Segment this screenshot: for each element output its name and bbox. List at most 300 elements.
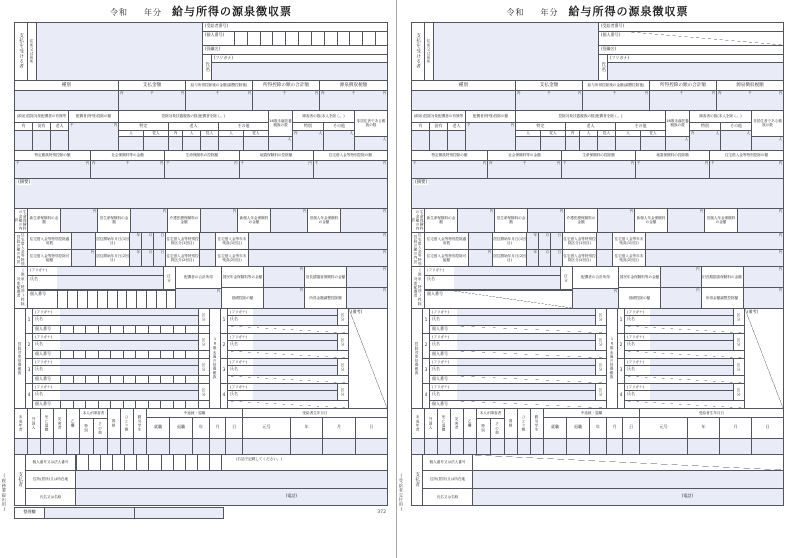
new-pension-field (271, 209, 308, 232)
u16-furigana-label: (フリガナ) (627, 384, 644, 389)
name-label: 氏名 (599, 55, 608, 80)
form-title (411, 6, 784, 19)
unit-ju-person: 従人 (201, 131, 219, 136)
month-label: 月 (607, 418, 624, 438)
personal-number-label: (個人番号) (205, 31, 225, 37)
diagonal-strike (625, 350, 744, 358)
kiso-label: 基礎控除の額 (222, 288, 264, 308)
payer-name-label: 氏名又は名称 (26, 489, 76, 505)
phone-label: (電話) (681, 492, 693, 498)
dep-furigana-field (60, 384, 198, 390)
address-field (37, 23, 203, 80)
dep-furigana-label: (フリガナ) (432, 359, 449, 364)
furigana-label: (フリガナ) (212, 55, 387, 63)
unit-yen: 円 (382, 208, 386, 213)
dependents-count-header: 控除対象扶養親族の数(配偶者を除く。) (516, 111, 665, 123)
old-life-field (131, 209, 168, 232)
unit-person: 人 (318, 130, 322, 135)
dep-pn-area (457, 376, 606, 383)
flag-disabled-group (477, 409, 505, 454)
tokutei-label: 特定 (516, 123, 566, 130)
u16-kubun-label: 区分 (341, 387, 346, 396)
unit-ju-person: 従人 (598, 131, 616, 136)
payer-number-row (423, 455, 783, 471)
unit-thousand: 千 (16, 160, 20, 165)
unit-yen: 円 (113, 122, 117, 127)
seiri-row (14, 507, 388, 521)
payer-section-label: 支払者 (15, 455, 26, 505)
unit-yen: 円 (162, 208, 166, 213)
unit-person: 人 (382, 136, 386, 141)
payer-number-label: 個人番号又は法人番号 (26, 455, 76, 470)
spouse-furigana-label: (フリガナ) (427, 267, 444, 272)
flag-field (15, 439, 27, 454)
quake-insurance-header: 地震保険料の控除額 (240, 151, 314, 160)
gengo-label: 元号 (640, 418, 688, 438)
unit-person: 人 (287, 136, 291, 141)
hired-field (544, 439, 567, 454)
flag-field (425, 439, 437, 454)
form-title (14, 6, 388, 19)
biko-column (349, 309, 387, 408)
recipient-section-label: 支払を受ける者 (15, 23, 28, 80)
payer-number-boxes-area (76, 455, 232, 470)
u16-furigana-label: (フリガナ) (230, 359, 247, 364)
u16-name-label: 氏名 (230, 340, 238, 346)
unit-yen: 円 (382, 160, 386, 165)
dep-furigana-label: (フリガナ) (35, 359, 52, 364)
spouse-deduction-group (466, 111, 516, 150)
after-deduction-field (186, 91, 253, 110)
withholding-slip-copy (396, 0, 792, 558)
unit-thousand: 千 (150, 90, 154, 95)
unit-yen: 円 (559, 208, 563, 213)
unit-thousand: 千 (748, 90, 752, 95)
payment-amount-header: 支払金額 (119, 81, 186, 90)
unit-inner: 内 (92, 160, 96, 165)
housing-balance2-label: 住宅借入金等年末残高(2回目) (216, 250, 249, 266)
name-field (212, 63, 387, 80)
dep-kubun-label: 区分 (202, 337, 207, 346)
type-field (412, 91, 516, 110)
dep-kubun-label: 区分 (202, 312, 207, 321)
dep-pn-area (457, 401, 606, 408)
dep-furigana-label: (フリガナ) (35, 309, 52, 314)
row-number: 3 (423, 359, 430, 383)
dep-furigana-field (457, 359, 595, 365)
remarks-label: (摘要) (415, 179, 428, 185)
flag-working-student-label: 勤労学生 (531, 409, 543, 439)
main-title: 給与所得の源泉徴収票 (172, 5, 292, 18)
total-deductions-field (650, 91, 717, 110)
u16-furigana-field (650, 384, 733, 390)
address-label: 住所又は居所 (425, 23, 434, 80)
has-ju-label: 従有 (430, 123, 448, 130)
remarks-label: (摘要) (18, 179, 31, 185)
under16-count-group (666, 111, 690, 150)
unit-thousand: 千 (351, 90, 356, 95)
flag-disabled-special-label: 特別 (477, 419, 491, 438)
residence-date2-d (551, 250, 563, 266)
dep-furigana-label: (フリガナ) (432, 309, 449, 314)
flag-disabled-group (80, 409, 108, 454)
unit-day: 日 (557, 232, 561, 237)
u16-furigana-field (253, 334, 337, 340)
phone-label: (電話) (285, 492, 297, 498)
row-number: 3 (618, 359, 625, 383)
birthdate-group (243, 409, 387, 454)
count-field (144, 137, 169, 150)
disabled-field (721, 131, 751, 150)
unit-yen: 円 (613, 288, 617, 293)
withholding-tax-header: 源泉徴収税額 (736, 82, 764, 88)
flag-death-label: 死亡退職 (41, 409, 53, 439)
u16-furigana-label: (フリガナ) (230, 384, 247, 389)
payer-address-field (76, 471, 387, 488)
birthdate-group (640, 409, 783, 454)
u16-kubun-label: 区分 (737, 312, 742, 321)
flags-block (412, 409, 783, 455)
unit-person: 人 (715, 130, 719, 135)
unit-inner: 内 (169, 131, 183, 136)
unit-thousand: 千 (314, 160, 319, 165)
unit-yen: 円 (482, 160, 486, 165)
nonresident-count-group (355, 111, 387, 150)
chosei-field (744, 288, 784, 308)
corporate-number-boxes (76, 455, 233, 470)
personal-number-strike (457, 401, 606, 408)
count-field (566, 137, 580, 150)
type-header: 種別 (15, 81, 119, 90)
kyuchoki-label: 旧長期損害保険料の金額 (702, 267, 744, 287)
dep-pn-area (60, 401, 209, 408)
address-field (434, 23, 599, 80)
old-life-label: 旧生命保険料の金額 (98, 209, 131, 232)
flag-field (134, 439, 146, 454)
spouse-income-group (176, 267, 222, 308)
life-detail-section-label: 生命保険料の金額の内訳 (15, 209, 28, 231)
u16-name-label: 氏名 (230, 315, 238, 321)
life-insurance-field (562, 161, 636, 178)
unit-yen: 円 (696, 287, 700, 292)
dep-pn-label: 個人番号 (432, 375, 448, 381)
mynumber-boxes (60, 401, 210, 408)
social-insurance-field (91, 161, 165, 178)
remarks-block (15, 179, 387, 209)
payer-number-label: 個人番号又は法人番号 (423, 455, 473, 470)
unit-yen: 円 (216, 288, 220, 293)
spouse-kubun-label: 区分 (564, 273, 569, 282)
dep-pn-area (60, 376, 209, 383)
count-field (598, 137, 616, 150)
housing-apply-count-label: 住宅借入金等特別控除適用数 (425, 233, 469, 249)
name-label: 氏名 (203, 55, 212, 80)
personal-number-strike (630, 32, 783, 45)
tokutei-shinzoku-field (15, 161, 91, 178)
amounts-header-row (412, 81, 783, 91)
payer-block (412, 455, 783, 505)
flag-field (531, 439, 543, 454)
dep-name-label: 氏名 (432, 365, 440, 371)
housing-balance2-field (249, 250, 387, 266)
kiso-field (661, 288, 702, 308)
remarks-field (15, 179, 387, 208)
u16-name-label: 氏名 (627, 315, 635, 321)
unit-yen: 円 (629, 208, 633, 213)
flag-field (412, 439, 424, 454)
counts-block (412, 111, 783, 151)
spouse-furigana-label: (フリガナ) (30, 267, 47, 272)
disabled-field (293, 131, 324, 150)
after-deduction-header: 給与所得控除後の金額(調整控除後) (583, 81, 650, 90)
amounts-value-row (15, 91, 387, 111)
unit-thousand: 千 (679, 90, 683, 95)
housing-kubun1-field (597, 233, 613, 249)
tokutei-label: 特定 (119, 123, 169, 130)
unit-person: 人 (516, 131, 541, 136)
u16-furigana-field (650, 309, 733, 315)
unit-yen: 円 (778, 249, 782, 254)
residence-date1-label: 居住開始年月日(1回目) (96, 233, 130, 249)
flag-minor-label: 未成年者 (15, 409, 27, 439)
month-field (210, 439, 227, 454)
dep-furigana-field (60, 334, 198, 340)
spouse-kubun-label: 区分 (167, 273, 172, 282)
flag-foreigner-label: 外国人 (425, 409, 437, 439)
flag-field (451, 439, 463, 454)
dep-pn-area (60, 326, 209, 333)
u16-furigana-field (253, 359, 337, 365)
day-field (356, 439, 387, 454)
year-field (193, 439, 210, 454)
spouse-presence-header: (源泉)控除対象配偶者の有無等 (412, 111, 465, 123)
recipient-header-block (412, 23, 783, 81)
row-number: 1 (26, 309, 33, 333)
u16-name-label: 氏名 (230, 390, 238, 396)
birthdate-header: 受給者生年月日 (640, 409, 783, 418)
form-number: 372 (377, 509, 386, 515)
u16-name-label: 氏名 (230, 365, 238, 371)
unit-ju-person: 従人 (252, 131, 260, 136)
dependents-section-label: 控除対象扶養親族 (15, 309, 26, 408)
tokutei-shinzoku-header: 特定親族特別控除の額 (412, 151, 488, 160)
flag-field (477, 439, 491, 454)
chosei-label: 所得金額調整控除額 (305, 288, 347, 308)
kokumin-field (661, 267, 702, 287)
total-deductions-header: 所得控除の額の合計額 (253, 81, 320, 90)
unit-year: 年 (136, 232, 140, 237)
flag-death-label: 死亡退職 (438, 409, 450, 439)
has-label: 有 (412, 123, 430, 130)
rojin-label: 老人 (566, 123, 616, 130)
unit-yen: 円 (382, 266, 386, 271)
unit-yen: 円 (159, 160, 164, 165)
u16-kubun-label: 区分 (737, 387, 742, 396)
dep-pn-area (457, 326, 606, 333)
under16-count-header: 16歳未満扶養親族の数 (666, 111, 689, 137)
residence-date2-label: 居住開始年月日(2回目) (96, 250, 130, 266)
unit-thousand: 千 (637, 160, 641, 165)
nonresident-count-header: 非居住者である親族の数 (355, 111, 387, 137)
under16-count-field (666, 137, 689, 150)
u16-furigana-label: (フリガナ) (627, 334, 644, 339)
payer-block (15, 455, 387, 505)
under16-count-header: 16歳未満扶養親族の数 (269, 111, 292, 137)
housing-kubun2-field (200, 250, 216, 266)
housing-apply-count-field (72, 233, 96, 249)
recipient-number-label: (受給者番号) (599, 23, 783, 32)
has-ju-field (33, 131, 51, 150)
form-body (411, 22, 784, 506)
spouse-right-grid (222, 267, 387, 308)
spouse-detail-block (15, 267, 387, 309)
mynumber-boxes (60, 326, 209, 333)
name-field (608, 63, 783, 80)
u16-furigana-label: (フリガナ) (230, 334, 247, 339)
tokubetsu-label: 特別 (690, 123, 721, 130)
unit-yen: 円 (778, 160, 782, 165)
under16-row (221, 309, 348, 334)
dependent-row (423, 309, 606, 334)
flag-otsu-label: 乙欄 (67, 409, 79, 439)
unit-yen: 円 (778, 266, 782, 271)
care-medical-label: 介護医療保険料の金額 (168, 209, 201, 232)
unit-month: 月 (148, 232, 152, 237)
personal-number-area (234, 32, 387, 45)
life-detail-block (412, 209, 783, 233)
kiso-field (264, 288, 305, 308)
u16-name-label: 氏名 (627, 340, 635, 346)
dep-name-label: 氏名 (432, 390, 440, 396)
dep-pn-label: 個人番号 (35, 350, 51, 356)
flag-field (518, 439, 530, 454)
unit-inner: 内 (489, 160, 493, 165)
new-life-field (458, 209, 495, 232)
residence-date1-y (130, 233, 142, 249)
disabled-field (324, 131, 354, 150)
unit-yen: 円 (234, 160, 238, 165)
under16-section-label: 16歳未満の扶養親族 (210, 309, 221, 408)
social-insurance-field (488, 161, 562, 178)
housing-detail-block (412, 233, 783, 267)
dep-name-field (60, 391, 198, 400)
payment-amount-field (119, 91, 186, 110)
housing-possible-label: 住宅借入金等特別控除可能額 (28, 250, 72, 266)
u16-furigana-field (650, 334, 733, 340)
quake-insurance-field (240, 161, 314, 178)
unit-yen: 円 (704, 160, 708, 165)
dependent-row (26, 309, 209, 334)
disabled-field (690, 131, 721, 150)
spouse-name-field (57, 276, 163, 289)
row-number: 2 (423, 334, 430, 358)
u16-name-label: 氏名 (627, 365, 635, 371)
address-label: 住所又は居所 (28, 23, 37, 80)
payer-name-row (26, 489, 387, 505)
year-label: 年 (590, 418, 607, 438)
personal-number-strike (457, 376, 606, 383)
social-insurance-header: 社会保険料等の金額 (91, 151, 165, 160)
month-label: 月 (323, 418, 355, 438)
flag-widow-label: 寡婦 (505, 409, 517, 439)
gengo-label: 元号 (243, 418, 291, 438)
unit-yen: 円 (630, 160, 634, 165)
unit-thousand: 千 (70, 122, 74, 127)
housing-deduction-header: 住宅借入金等特別控除の額 (724, 153, 769, 158)
spouse-deduction-field (466, 123, 515, 150)
payer-name-field (473, 489, 783, 505)
residence-date1-d (154, 233, 166, 249)
spouse-deduction-header: 配偶者(特別)控除の額 (466, 111, 515, 123)
unit-person: 人 (778, 136, 782, 141)
recipient-section-label: 支払を受ける者 (412, 23, 425, 80)
diagonal-strike (625, 325, 744, 333)
kokumin-label: 国民年金保険料等の金額 (222, 267, 264, 287)
unit-person: 人 (746, 130, 750, 135)
recipient-header-block (15, 23, 387, 81)
u16-kubun-label: 区分 (737, 337, 742, 346)
dep-name-label: 氏名 (35, 365, 43, 371)
payer-section-label: 支払者 (412, 455, 423, 505)
unit-yen: 円 (382, 90, 386, 95)
dep-furigana-label: (フリガナ) (432, 334, 449, 339)
row-number: 1 (221, 309, 228, 333)
life-insurance-header: 生命保険料の控除額 (165, 151, 239, 160)
remarks-block (412, 179, 783, 209)
residence-date1-m (539, 233, 551, 249)
flag-field (80, 439, 94, 454)
row-number: 1 (423, 309, 430, 333)
residence-date1-d (551, 233, 563, 249)
sonota-label: その他 (634, 122, 647, 128)
payment-amount-field (516, 91, 583, 110)
dep-kubun-label: 区分 (599, 387, 604, 396)
year-field (291, 439, 323, 454)
unit-ju-person: 従人 (144, 131, 169, 136)
unit-yen: 円 (556, 160, 560, 165)
spouse-income-group (573, 267, 619, 308)
housing-balance1-label: 住宅借入金等年末残高(1回目) (216, 233, 249, 249)
old-label: 老人 (452, 122, 461, 128)
spouse-name-label: 氏名 (427, 275, 435, 281)
under16-count-group (269, 111, 293, 150)
has-ju-label: 従有 (33, 123, 51, 130)
life-detail-section-label: 生命保険料の金額の内訳 (412, 209, 425, 231)
old-label: 老人 (55, 122, 64, 128)
unit-person: 人 (219, 131, 244, 136)
tokutei-shinzoku-field (412, 161, 488, 178)
spouse-income-label: 配偶者の合計所得 (573, 267, 618, 289)
u16-kubun-label: 区分 (341, 312, 346, 321)
spouse-pn-label: 個人番号 (30, 290, 46, 296)
unit-yen: 円 (778, 232, 782, 237)
unit-yen: 円 (487, 249, 491, 254)
u16-furigana-field (253, 309, 337, 315)
flag-field (491, 439, 504, 454)
dep-name-label: 氏名 (432, 315, 440, 321)
housing-kubun1-label: 住宅借入金等特別控除区分(1回目) (166, 233, 200, 249)
copy-type-label: (税務署提出用) (1, 472, 7, 512)
under16-rows (221, 309, 349, 408)
old-pension-label: 旧個人年金保険料の金額 (308, 209, 341, 232)
unit-yen: 円 (510, 122, 514, 127)
payer-number-strike (473, 455, 783, 470)
under16-row (618, 334, 744, 359)
flag-disabled-header: 本人が障害者 (80, 409, 107, 419)
dependent-row (423, 334, 606, 359)
unit-yen: 円 (644, 90, 648, 95)
spouse-deduction-header: 配偶者(特別)控除の額 (69, 111, 118, 123)
